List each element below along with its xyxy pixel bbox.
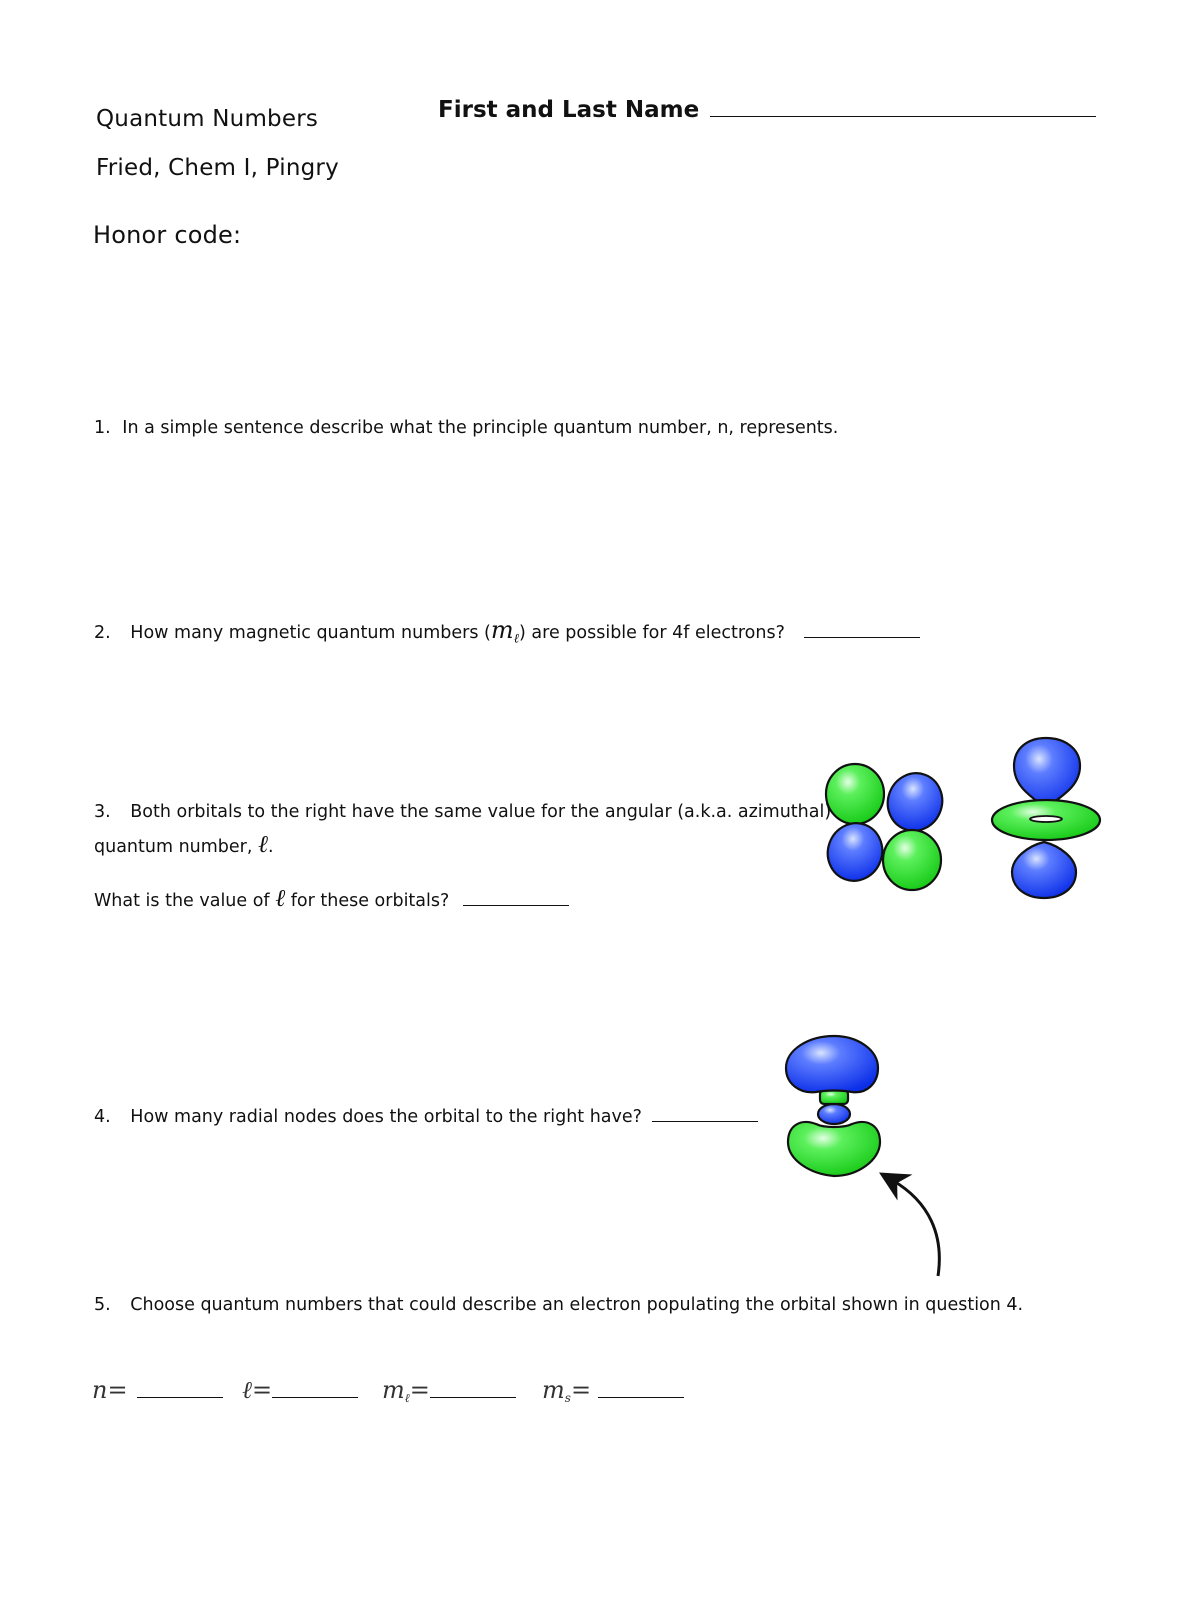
q3-line3-before: What is the value of — [94, 891, 270, 911]
clover-lobe-bottom-left — [820, 816, 891, 889]
q4-small-green-ring — [820, 1090, 848, 1104]
dz2-top-lobe — [1014, 738, 1080, 808]
dz2-bottom-lobe — [1012, 842, 1076, 898]
q2-symbol-sub: ℓ — [513, 631, 520, 647]
d-orbital-cloverleaf-icon — [820, 764, 951, 890]
ell-symbol: ℓ — [242, 1376, 252, 1404]
ell-equals: = — [252, 1376, 273, 1404]
q2-text-after: ) are possible for 4f electrons? — [519, 623, 785, 643]
q2-symbol: m — [490, 616, 514, 644]
ms-equals: = — [570, 1376, 592, 1404]
ml-equals: = — [409, 1376, 430, 1404]
q3-ell-symbol: ℓ — [258, 830, 269, 858]
clover-lobe-top-left — [826, 764, 884, 824]
worksheet-title: Quantum Numbers — [96, 106, 319, 132]
q5-text: Choose quantum numbers that could describe an electron populating the orbital shown in question 4. — [130, 1295, 1024, 1315]
ms-symbol: m — [542, 1376, 565, 1404]
q4-small-blue-lobe — [818, 1104, 850, 1124]
course-subtitle: Fried, Chem I, Pingry — [96, 155, 339, 181]
ms-sub: s — [564, 1391, 571, 1406]
dz2-torus-hole — [1030, 816, 1062, 822]
q3-line2-before: quantum number, — [94, 837, 253, 857]
ml-symbol: m — [382, 1376, 405, 1404]
q4-top-blue-lobe — [786, 1036, 878, 1092]
q2-number: 2. — [94, 623, 111, 643]
q3-number: 3. — [94, 802, 111, 822]
q1-text: In a simple sentence describe what the principle quantum number, n, represents. — [122, 418, 839, 438]
q3-ell-symbol-2: ℓ — [275, 884, 286, 912]
ml-sub: ℓ — [404, 1391, 410, 1406]
q5-number: 5. — [94, 1295, 111, 1315]
dz2-orbital-icon — [992, 738, 1100, 898]
clover-lobe-top-right — [880, 766, 951, 839]
honor-code-label: Honor code: — [93, 221, 242, 249]
n-equals: = — [107, 1376, 128, 1404]
q4-bottom-green-lobe — [788, 1122, 880, 1176]
radial-node-orbital-icon — [786, 1036, 880, 1176]
q4-text: How many radial nodes does the orbital to the right have? — [130, 1107, 642, 1127]
q4-number: 4. — [94, 1107, 111, 1127]
q3-line1: Both orbitals to the right have the same value for the angular (a.k.a. azimuthal) — [130, 802, 832, 822]
q2-text-before: How many magnetic quantum numbers ( — [130, 623, 491, 643]
n-symbol: n — [92, 1376, 108, 1404]
q3-line2-after: . — [268, 837, 274, 857]
clover-lobe-bottom-right — [883, 830, 941, 890]
q1-number: 1. — [94, 418, 111, 438]
name-label: First and Last Name — [438, 97, 700, 123]
q3-line3-after: for these orbitals? — [290, 891, 450, 911]
curved-arrow-icon — [892, 1180, 939, 1276]
